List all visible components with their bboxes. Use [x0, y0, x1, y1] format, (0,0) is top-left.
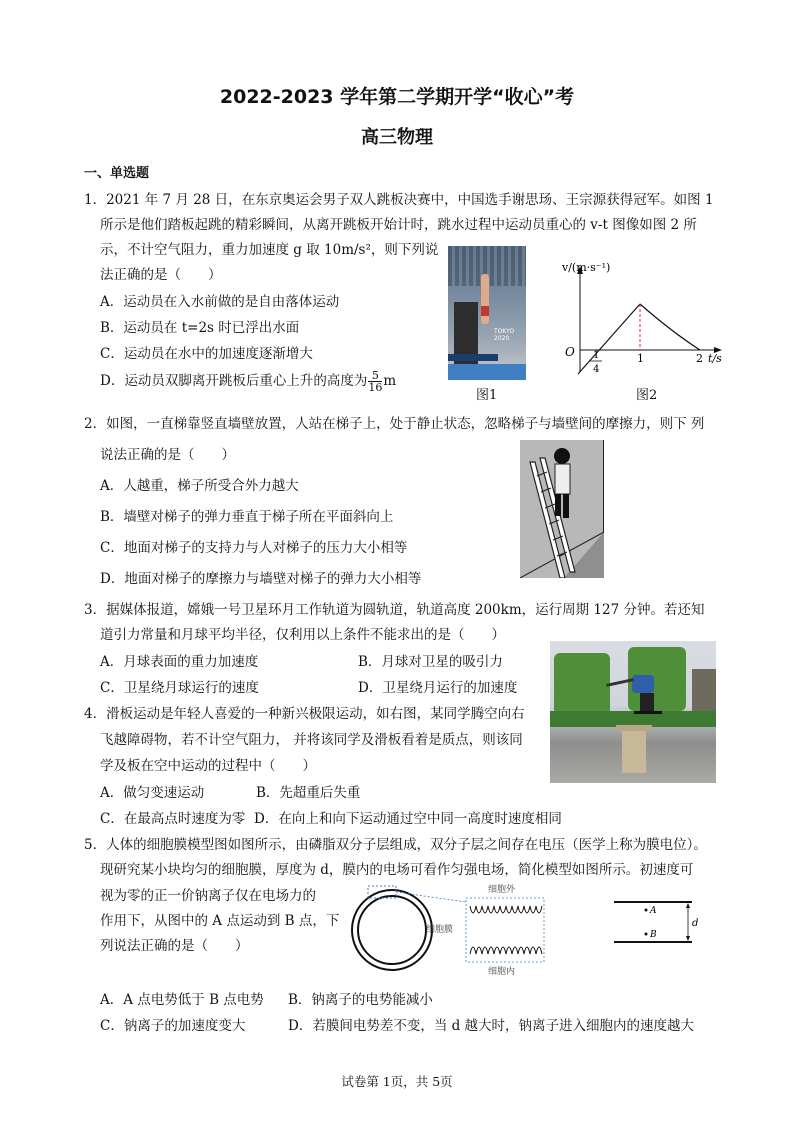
building: [692, 669, 716, 717]
thickness-arrow-head-top: [686, 903, 690, 908]
person-head: [554, 448, 570, 464]
vt-graph: [560, 262, 730, 384]
q5-line-5: 列说法正确的是（ ）: [100, 938, 249, 954]
vt-line-rise: [578, 304, 640, 374]
q2-line-2: 说法正确的是（ ）: [100, 447, 235, 463]
origin-label: O: [565, 345, 575, 359]
t-axis-label: t/s: [708, 352, 722, 365]
skater-legs: [640, 693, 654, 711]
q4-line-1: 4．滑板运动是年轻人喜爱的一种新兴极限运动，如右图，某同学腾空向右: [84, 706, 525, 722]
thickness-arrow-head-bottom: [686, 936, 690, 941]
skater-body: [632, 675, 654, 693]
cell-outside-label: 细胞外: [488, 885, 516, 895]
q5-line-2: 现研究某小块均匀的细胞膜，厚度为 d，膜内的电场可看作匀强电场，简化模型如图所示。初速度可: [100, 862, 694, 878]
q5-option-d: D．若膜间电势差不变，当 d 越大时，钠离子进入细胞内的速度越大: [288, 1018, 695, 1034]
q1-option-d-fraction: [368, 370, 382, 393]
q4-line-2: 飞越障碍物，若不计空气阻力， 并将该同学及滑板看着是质点，则该同: [100, 732, 523, 748]
q3-option-c: C．卫星绕月球运行的速度: [100, 680, 259, 696]
q1-option-c: C．运动员在水中的加速度逐渐增大: [100, 346, 313, 362]
q3-line-1: 3．据媒体报道，嫦娥一号卫星环月工作轨道为圆轨道，轨道高度 200km，运行周期 127 分钟。若还知: [84, 602, 705, 618]
q4-line-3: 学及板在空中运动的过程中（ ）: [100, 758, 316, 774]
q5-line-4: 作用下，从图中的 A 点运动到 B 点，下: [100, 913, 340, 929]
q4-option-d: D．在向上和向下运动通过空中同一高度时速度相同: [254, 811, 562, 827]
figure-1-label: 图1: [476, 388, 498, 403]
pillar-cap: [616, 725, 652, 731]
springboard: [448, 354, 498, 361]
cell-outer-ring: [352, 890, 432, 970]
q2-option-b: B．墙壁对梯子的弹力垂直于梯子所在平面斜向上: [100, 509, 394, 525]
q1-option-d: [100, 369, 396, 393]
pool-water: [448, 364, 526, 380]
point-b-label: B: [650, 930, 657, 940]
q5-line-1: 5．人体的细胞膜模型图如图所示，由磷脂双分子层组成，双分子层之间存在电压（医学上称为膜电位）。: [84, 837, 707, 853]
q3-option-a: A．月球表面的重力加速度: [100, 654, 259, 670]
q5-option-b: B．钠离子的电势能减小: [288, 992, 433, 1008]
cell-membrane-label: 细胞膜: [426, 925, 454, 935]
q1-option-d-numerator: 5: [368, 370, 382, 382]
q5-option-a: A．A 点电势低于 B 点电势: [100, 992, 264, 1008]
person-leg: [563, 494, 569, 518]
q1-option-d-text: D．运动员双脚离开跳板后重心上升的高度为: [100, 373, 368, 389]
skateboard-photo: [550, 641, 716, 783]
q2-line-1: 2．如图，一直梯靠竖直墙壁放置，人站在梯子上，处于静止状态，忽略梯子与墙壁间的摩擦力，则下 列: [84, 416, 705, 432]
tick-quarter-den: 4: [593, 364, 600, 375]
membrane-zoom-frame: [466, 898, 544, 962]
q2-option-a: A．人越重，梯子所受合外力越大: [100, 478, 299, 494]
diving-photo: [448, 246, 526, 380]
vt-curve-decline: [640, 304, 700, 350]
q1-option-d-denominator: 16: [368, 381, 383, 394]
q1-line-2: 所示是他们踏板起跳的精彩瞬间，从离开跳板开始计时，跳水过程中运动员重心的 v-t 图像如图 2 所: [100, 217, 697, 233]
diver-figure: [481, 274, 489, 324]
phospholipid-layer: [470, 906, 542, 954]
tick-quarter-num: 1: [593, 350, 600, 361]
q5-option-c: C．钠离子的加速度变大: [100, 1018, 246, 1034]
thickness-label: d: [692, 918, 699, 929]
lipid-bottom-wave: [470, 947, 542, 954]
cell-inside-label: 细胞内: [488, 967, 516, 977]
figure-2-label: 图2: [636, 388, 658, 403]
v-axis-label: v/(m·s⁻¹): [562, 262, 611, 274]
lipid-top-wave: [470, 906, 542, 913]
point-b-dot: [645, 933, 648, 936]
skateboard: [634, 711, 662, 714]
section-heading: 一、单选题: [84, 166, 150, 181]
q2-option-c: C．地面对梯子的支持力与人对梯子的压力大小相等: [100, 540, 408, 556]
q3-option-b: B．月球对卫星的吸引力: [358, 654, 503, 670]
tick-2: 2: [696, 352, 703, 365]
ladder-figure: [520, 440, 604, 578]
tokyo-watermark: TOKYO 2020: [494, 328, 515, 342]
diver-swimsuit: [481, 306, 489, 316]
q1-line-1: 1．2021 年 7 月 28 日，在东京奥运会男子双人跳板决赛中，中国选手谢思玚、王宗源获得冠军。如图 1: [84, 192, 714, 208]
q1-option-d-unit: m: [383, 373, 397, 389]
person-body: [555, 464, 570, 494]
q3-line-2: 道引力常量和月球平均半径，仅利用以上条件不能求出的是（ ）: [100, 627, 505, 643]
tick-1: 1: [637, 352, 644, 365]
q4-option-a: A．做匀变速运动: [100, 785, 205, 801]
q1-line-4: 法正确的是（ ）: [100, 267, 222, 283]
page-footer: 试卷第 1页，共 5页: [341, 1074, 453, 1089]
cell-inner-ring: [358, 896, 426, 964]
q3-option-d: D．卫星绕月运行的加速度: [358, 680, 518, 696]
point-a-dot: [645, 909, 648, 912]
q1-line-3: 示，不计空气阻力，重力加速度 g 取 10m/s²，则下列说: [100, 242, 439, 258]
person-leg: [555, 494, 561, 516]
q1-option-b: B．运动员在 t=2s 时已浮出水面: [100, 320, 300, 336]
q4-option-c: C．在最高点时速度为零: [100, 811, 246, 827]
q4-option-b: B．先超重后失重: [256, 785, 361, 801]
q2-option-d: D．地面对梯子的摩擦力与墙壁对梯子的弹力大小相等: [100, 571, 422, 587]
point-a-label: A: [650, 906, 657, 916]
exam-title: 2022-2023 学年第二学期开学“收心”考: [219, 86, 575, 108]
stone-pillar: [622, 727, 646, 773]
cell-membrane-figure: [346, 880, 720, 978]
q1-option-a: A．运动员在入水前做的是自由落体运动: [100, 294, 340, 310]
q5-line-3: 视为零的正一价钠离子仅在电场力的: [100, 888, 316, 904]
hedge-left: [554, 653, 610, 715]
subject-title: 高三物理: [361, 127, 433, 148]
